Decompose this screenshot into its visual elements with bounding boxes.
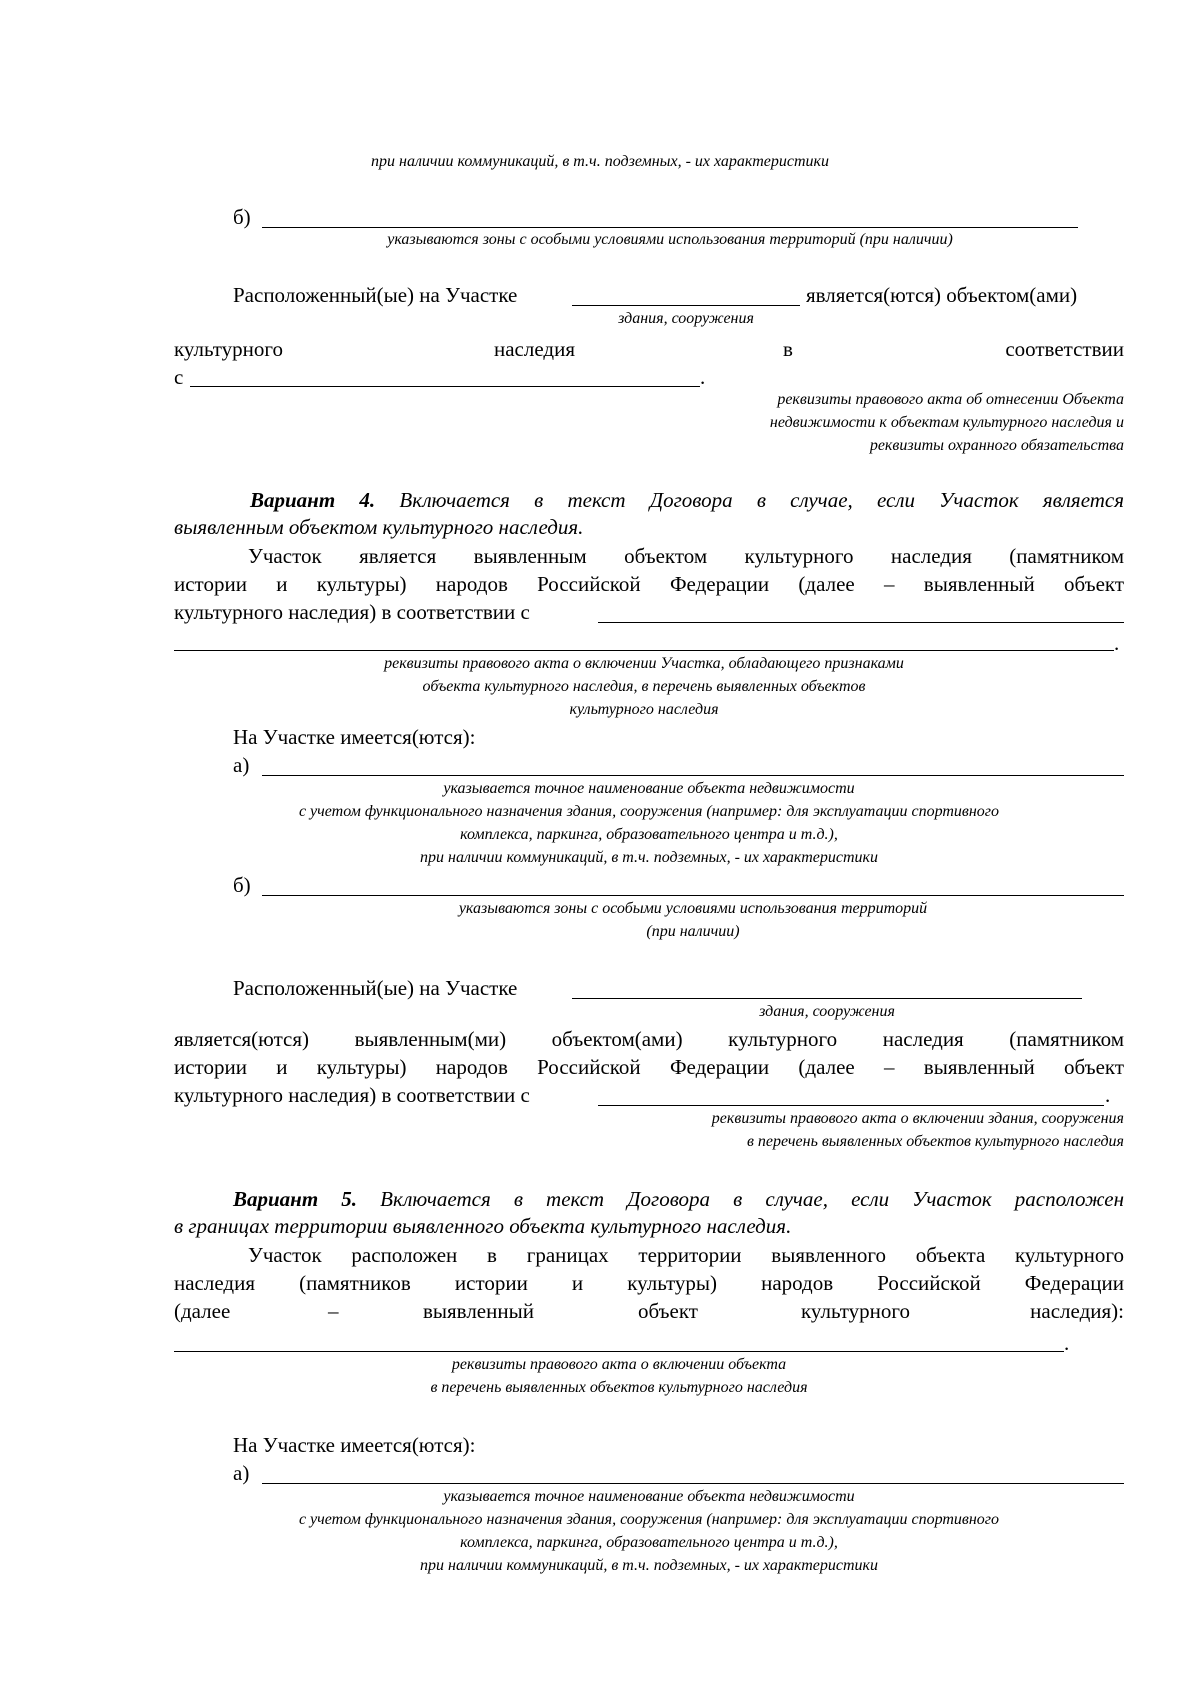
located-prefix: Расположенный(ые) на Участке bbox=[233, 283, 518, 307]
heritage-word-4: соответствии bbox=[1005, 337, 1124, 361]
zones-caption: указываются зоны с особыми условиями использования территорий (при наличии) bbox=[387, 231, 953, 248]
variant5-requisites-dot: . bbox=[1064, 1331, 1070, 1355]
variant5-para-word-3: выявленный bbox=[423, 1299, 534, 1323]
variant4-requisites-caption-line-2: объекта культурного наследия, в перечень выявленных объектов bbox=[422, 678, 866, 695]
variant5-requisites-caption-line-1: реквизиты правового акта о включении объекта bbox=[451, 1356, 787, 1373]
variant5-heading-rest: Включается в текст Договора в случае, если Участок расположен bbox=[380, 1187, 1124, 1211]
variant5-item-a-fill-line bbox=[262, 1483, 1124, 1484]
item-c-dot: . bbox=[700, 365, 706, 389]
requisites-caption-line-2: недвижимости к объектам культурного наследия и bbox=[769, 414, 1124, 431]
variant5-heading-line-1 bbox=[233, 1186, 1124, 1212]
variant4-requisites-caption-line-1: реквизиты правового акта о включении Участка, обладающего признаками bbox=[384, 655, 904, 672]
variant4-requisites-fill-line-2 bbox=[174, 650, 1114, 651]
variant5-requisites-caption-line-2: в перечень выявленных объектов культурного наследия bbox=[430, 1379, 808, 1396]
variant4-para-line-3: культурного наследия) в соответствии с bbox=[174, 600, 530, 624]
variant4-para-line-2: истории и культуры) народов Российской Федерации (далее – выявленный объект bbox=[174, 572, 1124, 596]
variant4-item-b-label: б) bbox=[233, 873, 251, 897]
variant5-has-objects: На Участке имеется(ются): bbox=[233, 1433, 476, 1457]
variant5-heading-line-2: в границах территории выявленного объекта культурного наследия. bbox=[174, 1214, 792, 1238]
variant4-heading-line-2: выявленным объектом культурного наследия. bbox=[174, 515, 584, 539]
variant5-para-word-2: – bbox=[328, 1299, 339, 1323]
heritage-word-3: в bbox=[783, 337, 793, 361]
variant4-a-caption-line-4: при наличии коммуникаций, в т.ч. подземных, - их характеристики bbox=[420, 849, 878, 866]
variant4-located-prefix: Расположенный(ые) на Участке bbox=[233, 976, 518, 1000]
variant5-heading-bold: Вариант 5. bbox=[233, 1187, 358, 1211]
variant5-para-word-5: культурного bbox=[801, 1299, 910, 1323]
variant4-heading-line-1 bbox=[250, 487, 1124, 513]
variant4-heading-bold: Вариант 4. bbox=[250, 488, 376, 512]
variant4-located-caption-line-1: реквизиты правового акта о включении здания, сооружения bbox=[711, 1110, 1124, 1127]
item-c-label: с bbox=[174, 365, 184, 389]
variant5-para-line-2: наследия (памятников истории и культуры) народов Российской Федерации bbox=[174, 1271, 1124, 1295]
variant5-para-word-4: объект bbox=[638, 1299, 698, 1323]
variant4-b-caption-line-2: (при наличии) bbox=[646, 923, 740, 940]
buildings-caption: здания, сооружения bbox=[618, 310, 754, 327]
variant4-a-caption-line-2: с учетом функционального назначения здания, сооружения (например: для эксплуатации спортивного bbox=[298, 803, 1000, 820]
variant4-located-line-1: является(ются) выявленным(ми) объектом(ами) культурного наследия (памятником bbox=[174, 1027, 1124, 1051]
heritage-word-1: культурного bbox=[174, 337, 283, 361]
variant5-para-line-1: Участок расположен в границах территории выявленного объекта культурного bbox=[248, 1243, 1124, 1267]
variant4-para-line-1: Участок является выявленным объектом культурного наследия (памятником bbox=[248, 544, 1124, 568]
located-fill-line bbox=[572, 305, 800, 306]
variant4-located-requisites-fill-line bbox=[598, 1105, 1104, 1106]
variant4-located-line-2: истории и культуры) народов Российской Федерации (далее – выявленный объект bbox=[174, 1055, 1124, 1079]
variant4-located-dot: . bbox=[1105, 1083, 1111, 1107]
item-b-fill-line bbox=[262, 227, 1078, 228]
variant4-located-fill-line bbox=[572, 998, 1082, 999]
variant4-has-objects: На Участке имеется(ются): bbox=[233, 725, 476, 749]
variant4-item-a-label: а) bbox=[233, 753, 250, 777]
requisites-caption-line-3: реквизиты охранного обязательства bbox=[869, 437, 1124, 454]
variant4-b-caption-line-1: указываются зоны с особыми условиями использования территорий bbox=[458, 900, 928, 917]
requisites-caption-line-1: реквизиты правового акта об отнесении Объекта bbox=[777, 391, 1124, 408]
variant4-requisites-caption-line-3: культурного наследия bbox=[569, 701, 719, 718]
variant4-buildings-caption: здания, сооружения bbox=[759, 1003, 895, 1020]
variant4-a-caption-line-3: комплекса, паркинга, образовательного центра и т.д.), bbox=[460, 826, 838, 843]
variant5-item-a-label: а) bbox=[233, 1461, 250, 1485]
variant4-item-a-fill-line bbox=[262, 775, 1124, 776]
variant4-a-caption-line-1: указывается точное наименование объекта недвижимости bbox=[443, 780, 855, 797]
variant4-located-line-3: культурного наследия) в соответствии с bbox=[174, 1083, 530, 1107]
variant5-a-caption-line-2: с учетом функционального назначения здания, сооружения (например: для эксплуатации спортивного bbox=[298, 1511, 1000, 1528]
item-b-label: б) bbox=[233, 205, 251, 229]
variant4-requisites-dot: . bbox=[1114, 631, 1120, 655]
communications-caption: при наличии коммуникаций, в т.ч. подземных, - их характеристики bbox=[371, 153, 829, 170]
variant5-para-word-1: (далее bbox=[174, 1299, 231, 1323]
variant4-requisites-fill-line-1 bbox=[598, 622, 1124, 623]
located-suffix: является(ются) объектом(ами) bbox=[806, 283, 1078, 307]
variant5-a-caption-line-1: указывается точное наименование объекта недвижимости bbox=[443, 1488, 855, 1505]
variant4-item-b-fill-line bbox=[262, 895, 1124, 896]
variant4-heading-rest: Включается в текст Договора в случае, если Участок является bbox=[399, 488, 1124, 512]
item-c-fill-line bbox=[190, 386, 700, 387]
variant4-located-caption-line-2: в перечень выявленных объектов культурного наследия bbox=[746, 1133, 1124, 1150]
variant5-requisites-fill-line bbox=[174, 1351, 1064, 1352]
variant5-a-caption-line-3: комплекса, паркинга, образовательного центра и т.д.), bbox=[460, 1534, 838, 1551]
variant5-para-word-6: наследия): bbox=[1030, 1299, 1124, 1323]
variant5-a-caption-line-4: при наличии коммуникаций, в т.ч. подземных, - их характеристики bbox=[420, 1557, 878, 1574]
heritage-word-2: наследия bbox=[494, 337, 575, 361]
